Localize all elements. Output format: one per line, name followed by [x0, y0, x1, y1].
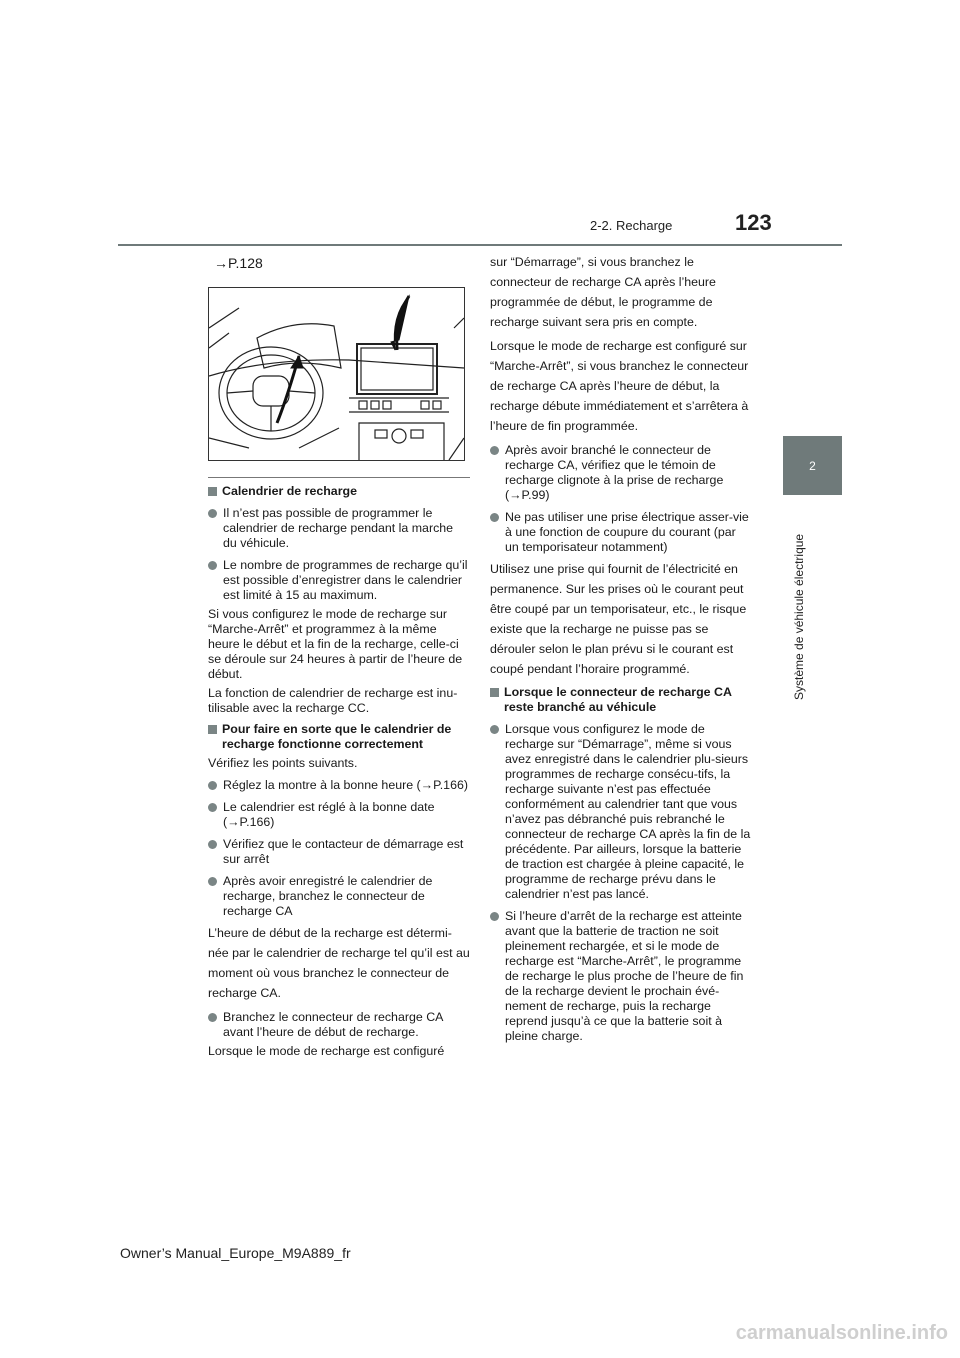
dot-bullet-icon: [490, 912, 499, 921]
bullet-item: [490, 510, 752, 555]
bullet-item: [208, 837, 470, 867]
dot-bullet-icon: [208, 781, 217, 790]
heading-text: Lorsque le connecteur de recharge CA reste branché au véhicule: [504, 685, 732, 714]
heading-calendar-correct-operation: [208, 722, 470, 752]
square-bullet-icon: [490, 688, 499, 697]
bullet-text: Réglez la montre à la bonne heure (→P.166): [223, 778, 468, 792]
bullet-text: Le nombre de programmes de recharge qu’il est possible d’enregistrer dans le calendrier est limité à 15 au maximum.: [223, 558, 468, 602]
bullet-item: [490, 443, 752, 503]
left-column: [208, 252, 470, 1063]
heading-text: Calendrier de recharge: [222, 484, 357, 498]
dot-bullet-icon: [208, 840, 217, 849]
dot-bullet-icon: [208, 877, 217, 886]
paragraph: sur “Démarrage”, si vous branchez le connecteur de recharge CA après l’heure programmée de début, le programme de recharge suivant sera pris en compte.: [490, 255, 716, 329]
dot-bullet-icon: [208, 509, 217, 518]
dot-bullet-icon: [208, 1013, 217, 1022]
bullet-text: Après avoir enregistré le calendrier de recharge, branchez le connecteur de recharge CA: [223, 874, 433, 918]
bullet-text: Après avoir branché le connecteur de recharge CA, vérifiez que le témoin de recharge clignote à la prise de recharge (→P.99): [505, 443, 724, 502]
bullet-item: [208, 558, 470, 603]
square-bullet-icon: [208, 487, 217, 496]
dot-bullet-icon: [490, 513, 499, 522]
section-divider: [208, 477, 470, 478]
bullet-text: Ne pas utiliser une prise électrique asser-vie à une fonction de coupure du courant (par un temporisateur notamment): [505, 510, 749, 554]
heading-charging-calendar: [208, 484, 470, 499]
bullet-item: [208, 778, 470, 793]
paragraph: Vérifiez les points suivants.: [208, 756, 358, 770]
bullet-item: [208, 874, 470, 919]
bullet-item: [490, 909, 752, 1044]
chapter-title: Système de véhicule électrique: [792, 533, 806, 700]
chapter-number: 2: [809, 458, 816, 473]
paragraph: Utilisez une prise qui fournit de l’électricité en permanence. Sur les prises où le courant peut être coupé par un temporisateur, etc., le risque existe que la recharge ne puisse pas se dérouler selon le plan prévu si le courant est coupé pendant l’horaire programmé.: [490, 562, 747, 676]
dot-bullet-icon: [490, 725, 499, 734]
bullet-item: [208, 506, 470, 551]
chapter-tab: [783, 436, 842, 495]
header-divider: [118, 244, 842, 246]
dot-bullet-icon: [208, 561, 217, 570]
paragraph: La fonction de calendrier de recharge est inu-tilisable avec la recharge CC.: [208, 686, 458, 715]
paragraph: L’heure de début de la recharge est détermi-née par le calendrier de recharge tel qu’il est au moment où vous branchez le connecteur de recharge CA.: [208, 926, 470, 1000]
bullet-item: [490, 722, 752, 902]
bullet-item: [208, 1010, 470, 1040]
paragraph: Si vous configurez le mode de recharge sur “Marche-Arrêt” et programmez à la même heure le début et la fin de la recharge, celle-ci se déroule sur 24 heures à partir de l’heure de début.: [208, 607, 463, 681]
bullet-item: [208, 800, 470, 830]
bullet-text: Il n’est pas possible de programmer le calendrier de recharge pendant la marche du véhicule.: [223, 506, 454, 550]
page-reference[interactable]: →P.128: [214, 255, 263, 271]
page-number: 123: [735, 210, 772, 235]
heading-connector-remains-plugged: [490, 685, 752, 715]
section-title: 2-2. Recharge: [590, 218, 673, 233]
bullet-text: Le calendrier est réglé à la bonne date (→P.166): [223, 800, 435, 829]
bullet-text: Vérifiez que le contacteur de démarrage est sur arrêt: [223, 837, 464, 866]
dot-bullet-icon: [490, 446, 499, 455]
manual-identifier: Owner’s Manual_Europe_M9A889_fr: [120, 1245, 351, 1261]
dot-bullet-icon: [208, 803, 217, 812]
square-bullet-icon: [208, 725, 217, 734]
paragraph: Lorsque le mode de recharge est configuré: [208, 1044, 445, 1058]
chapter-title-container: [788, 500, 810, 700]
right-column: [490, 252, 752, 1048]
paragraph: Lorsque le mode de recharge est configuré sur “Marche-Arrêt”, si vous branchez le connecteur de recharge CA après l’heure de début, la recharge débute immédiatement et s’arrêtera à l’heure de fin programmée.: [490, 339, 749, 433]
heading-text: Pour faire en sorte que le calendrier de recharge fonctionne correctement: [222, 722, 452, 751]
bullet-text: Si l’heure d’arrêt de la recharge est atteinte avant que la batterie de traction ne soit pleinement rechargée, et si le mode de recharge est “Marche-Arrêt”, le programme de recharge le plus proche de l’heure de fin de la recharge devient le prochain évé-nement de recharge, puis la recharge reprend jusqu’à ce que la batterie soit à pleine charge.: [505, 909, 744, 1043]
bullet-text: Branchez le connecteur de recharge CA avant l’heure de début de recharge.: [223, 1010, 443, 1039]
site-watermark: carmanualsonline.info: [735, 1322, 948, 1344]
bullet-text: Lorsque vous configurez le mode de recharge sur “Démarrage”, même si vous avez enregistré dans le calendrier plu-sieurs programmes de recharge consécu-tifs, la recharge suivante n’est pas effectuée conformément au calendrier tant que vous n’avez pas débranché puis rebranché le connecteur de recharge CA après la fin de la précédente. Par ailleurs, lorsque la batterie de traction est chargée à pleine capacité, le programme de recharge prévu dans le calendrier n’est pas lancé.: [505, 722, 751, 901]
dashboard-illustration: [208, 287, 465, 461]
